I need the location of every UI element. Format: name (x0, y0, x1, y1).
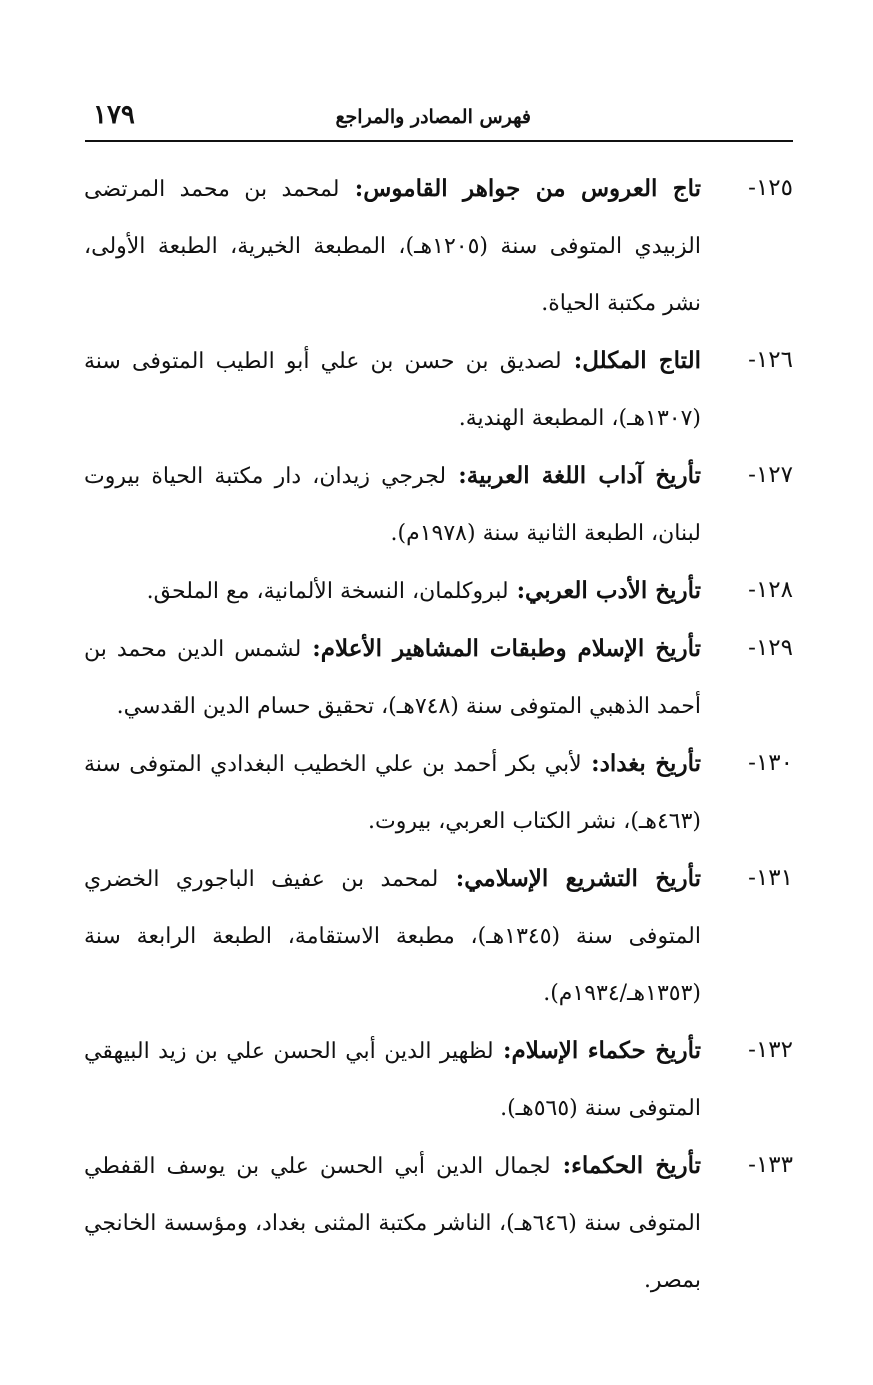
entry-text: لجمال الدين أبي الحسن علي بن يوسف القفطي المتوفى سنة (٦٤٦هـ)، الناشر مكتبة المثنى بغداد، ومؤسسة الخانجي بمصر. (84, 1154, 701, 1293)
bibliography-list (84, 160, 793, 1309)
entry-text: لأبي بكر أحمد بن علي الخطيب البغدادي المتوفى سنة (٤٦٣هـ)، نشر الكتاب العربي، بيروت. (84, 752, 701, 834)
page-number: ١٧٩ (93, 100, 135, 130)
entry-number: ١٣١- (748, 865, 793, 891)
entry-title: تأريخ حكماء الإسلام: (493, 1037, 701, 1064)
entry-number: ١٢٨- (748, 577, 793, 603)
entry-title: التاج المكلل: (561, 347, 701, 374)
entry-number: ١٣٣- (748, 1152, 793, 1178)
bibliography-entry (84, 160, 793, 332)
entry-text: لبروكلمان، النسخة الألمانية، مع الملحق. (146, 579, 509, 604)
entry-title: تأريخ الأدب العربي: (508, 577, 701, 604)
entry-title: تاج العروس من جواهر القاموس: (339, 175, 702, 202)
entry-number: ١٢٩- (748, 635, 793, 661)
page-header (85, 96, 793, 142)
bibliography-entry (84, 447, 793, 562)
entry-text: لمحمد بن محمد المرتضى الزبيدي المتوفى سنة (١٢٠٥هـ)، المطبعة الخيرية، الطبعة الأولى، نشر مكتبة الحياة. (84, 177, 701, 316)
entry-title: تأريخ التشريع الإسلامي: (438, 865, 701, 892)
bibliography-entry (84, 562, 793, 620)
entry-text: لصديق بن حسن بن علي أبو الطيب المتوفى سنة (١٣٠٧هـ)، المطبعة الهندية. (84, 349, 701, 431)
entry-title: تأريخ الإسلام وطبقات المشاهير الأعلام: (301, 635, 701, 662)
bibliography-entry (84, 850, 793, 1022)
bibliography-entry (84, 1022, 793, 1137)
entry-text: لمحمد بن عفيف الباجوري الخضري المتوفى سنة (١٣٤٥هـ)، مطبعة الاستقامة، الطبعة الرابعة سنة (١٣٥٣هـ/١٩٣٤م). (84, 867, 701, 1006)
entry-text: لظهير الدين أبي الحسن علي بن زيد البيهقي المتوفى سنة (٥٦٥هـ). (84, 1039, 701, 1121)
entry-title: تأريخ الحكماء: (550, 1152, 701, 1179)
bibliography-entry (84, 332, 793, 447)
entry-number: ١٢٦- (748, 347, 793, 373)
bibliography-entry (84, 735, 793, 850)
bibliography-entry (84, 1137, 793, 1309)
entry-number: ١٣٠- (748, 750, 793, 776)
page-title: فهرس المصادر والمراجع (335, 106, 531, 128)
bibliography-entry (84, 620, 793, 735)
entry-text: لشمس الدين محمد بن أحمد الذهبي المتوفى سنة (٧٤٨هـ)، تحقيق حسام الدين القدسي. (84, 637, 701, 719)
entry-text: لجرجي زيدان، دار مكتبة الحياة بيروت لبنان، الطبعة الثانية سنة (١٩٧٨م). (84, 464, 701, 546)
entry-number: ١٣٢- (748, 1037, 793, 1063)
entry-number: ١٢٥- (748, 175, 793, 201)
entry-number: ١٢٧- (748, 462, 793, 488)
entry-title: تأريخ آداب اللغة العربية: (446, 462, 701, 489)
entry-title: تأريخ بغداد: (581, 750, 701, 777)
